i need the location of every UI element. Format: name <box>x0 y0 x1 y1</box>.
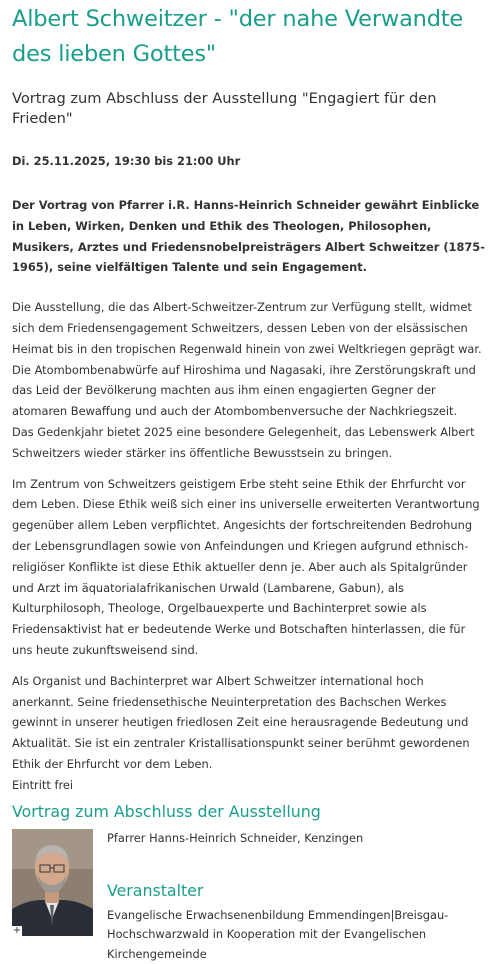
description-text: Das Gedenkjahr bietet 2025 eine besondere Gelegenheit, das Lebenswerk Albert Schweitzers wieder stärker ins öffentliche Bewusstsein zu bringen. <box>12 424 475 460</box>
organizer-text: Evangelische Erwachsenenbildung Emmendingen|Breisgau-Hochschwarzwald in Kooperation mit der Evangelischen Kirchengemeinde <box>107 907 449 961</box>
portrait-photo-icon <box>12 829 93 936</box>
description-paragraph: Im Zentrum von Schweitzers geistigem Erbe steht seine Ethik der Ehrfurcht vor dem Leben. Diese Ethik weiß sich einer ins universelle erweiterten Verantwortung gegenüber allem Leben verpflichtet. Angesichts der fortschreitenden Bedrohung der Lebensgrundlagen sowie von Anfeindungen und Kriegen aufgrund ethnisch-religiöser Konflikte ist diese Ethik aktueller denn je. Aber auch als Spitalgründer und Arzt im äquatorialafrikanischen Urwald (Lambarene, Gabun), als Kulturphilosoph, Theologe, Orgelbauexperte und Bachinterpret sowie als Friedensaktivist hat er bedeutende Werke und Botschaften hinterlassen, die für uns heute zukunftsweisend sind. <box>12 476 480 657</box>
admission-text: Eintritt frei <box>12 777 74 792</box>
speaker-block <box>12 829 489 964</box>
event-title: Albert Schweitzer - "der nahe Verwandte des lieben Gottes" <box>12 6 464 67</box>
speaker-name: Pfarrer Hanns-Heinrich Schneider, Kenzingen <box>107 830 364 845</box>
event-datetime: Di. 25.11.2025, 19:30 bis 21:00 Uhr <box>12 154 241 168</box>
description-text: Die Ausstellung, die das Albert-Schweitzer-Zentrum zur Verfügung stellt, widmet sich dem Friedensengagement Schweitzers, dessen Leben von der elsässischen Heimat bis in den tropischen Regenwald hinein von zwei Weltkriegen geprägt war. Die Atombombenabwürfe auf Hiroshima und Nagasaki, ihre Zerstörungskraft und das Leid der Bevölkerung machten aus ihm einen engagierten Gegner der atomaren Bewaffung und auch der Atombombenversuche der Nachkriegszeit. <box>12 300 482 419</box>
speaker-photo[interactable] <box>12 829 93 936</box>
event-lead-text: Der Vortrag von Pfarrer i.R. Hanns-Heinrich Schneider gewährt Einblicke in Leben, Wirken, Denken und Ethik des Theologen, Philosophen, Musikers, Arztes und Friedensnobelpreisträgers Albert Schweitzer (1875-1965), seine vielfältigen Talente und sein Engagement. <box>12 198 485 275</box>
description-text: Als Organist und Bachinterpret war Albert Schweitzer international hoch anerkannt. Seine friedensethische Neuinterpretation des Bachschen Werkes gewinnt in unserer heutigen friedlosen Zeit eine herausragende Bedeutung und Aktualität. Sie ist ein zentraler Kristallisationspunkt seiner berühmt gewordenen Ethik der Ehrfurcht vor dem Leben. <box>12 673 470 771</box>
description-paragraph <box>12 671 489 796</box>
zoom-icon[interactable]: + <box>12 924 22 936</box>
event-subtitle: Vortrag zum Abschluss der Ausstellung "Engagiert für den Frieden" <box>12 90 437 127</box>
description-paragraph <box>12 297 489 463</box>
organizer-title: Veranstalter <box>107 880 204 900</box>
speaker-section-title: Vortrag zum Abschluss der Ausstellung <box>12 801 321 821</box>
speaker-info <box>107 829 497 964</box>
